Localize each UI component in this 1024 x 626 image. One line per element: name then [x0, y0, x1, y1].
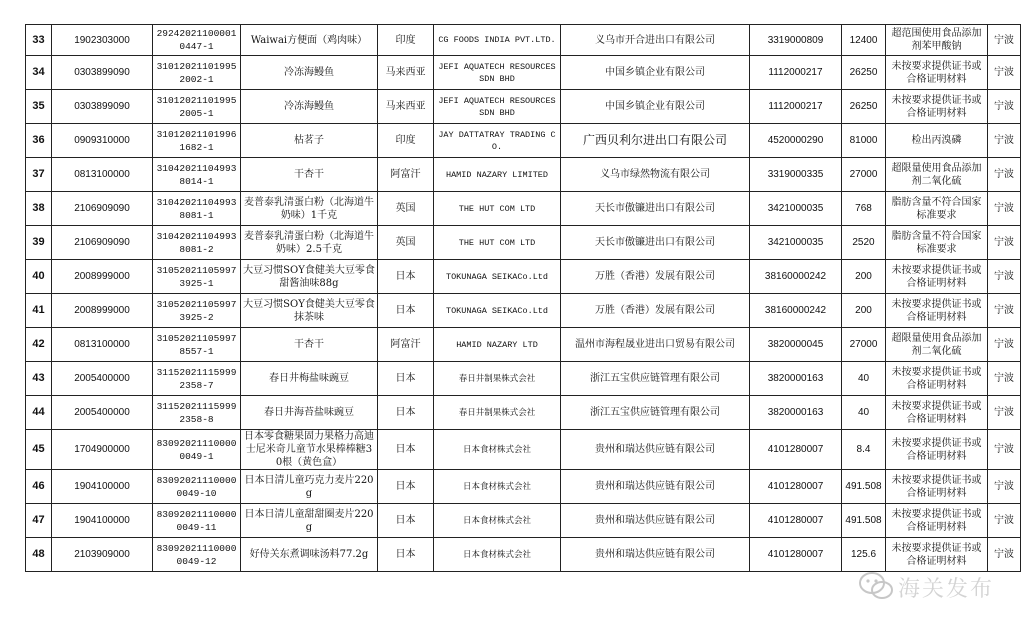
- port: 宁波: [988, 362, 1021, 396]
- manufacturer: JEFI AQUATECH RESOURCES SDN BHD: [434, 56, 561, 90]
- hs-code: 0909310000: [52, 124, 153, 158]
- certificate-number: 310520211059978557-1: [153, 328, 241, 362]
- manufacturer: 日本食材株式会社: [434, 504, 561, 538]
- hs-code: 1904100000: [52, 504, 153, 538]
- importer: 贵州和瑞达供应链有限公司: [561, 504, 750, 538]
- port: 宁波: [988, 25, 1021, 56]
- weight: 27000: [842, 328, 886, 362]
- origin-country: 马来西亚: [378, 90, 434, 124]
- origin-country: 英国: [378, 192, 434, 226]
- row-number: 38: [26, 192, 52, 226]
- importer: 中国乡镇企业有限公司: [561, 56, 750, 90]
- importer: 贵州和瑞达供应链有限公司: [561, 430, 750, 470]
- importer: 贵州和瑞达供应链有限公司: [561, 538, 750, 572]
- row-number: 40: [26, 260, 52, 294]
- importer-code: 3319000809: [750, 25, 842, 56]
- rejection-reason: 未按要求提供证书或合格证明材料: [886, 538, 988, 572]
- importer-code: 38160000242: [750, 294, 842, 328]
- importer: 贵州和瑞达供应链有限公司: [561, 470, 750, 504]
- manufacturer: 日本食材株式会社: [434, 538, 561, 572]
- hs-code: 1704900000: [52, 430, 153, 470]
- product-name: 冷冻海鳗鱼: [241, 56, 378, 90]
- certificate-number: 292420211000010447-1: [153, 25, 241, 56]
- product-name: 大豆习惯SOY食健美大豆零食抹茶味: [241, 294, 378, 328]
- importer-code: 3820000045: [750, 328, 842, 362]
- manufacturer: 日本食材株式会社: [434, 470, 561, 504]
- origin-country: 日本: [378, 294, 434, 328]
- manufacturer: TOKUNAGA SEIKACo.Ltd: [434, 294, 561, 328]
- certificate-number: 310420211049938081-1: [153, 192, 241, 226]
- table-row: [26, 362, 1021, 396]
- hs-code: 2008999000: [52, 294, 153, 328]
- weight: 200: [842, 260, 886, 294]
- manufacturer: CG FOODS INDIA PVT.LTD.: [434, 25, 561, 56]
- importer-code: 38160000242: [750, 260, 842, 294]
- product-name: 麦普泰乳清蛋白粉（北海道牛奶味）1千克: [241, 192, 378, 226]
- weight: 26250: [842, 90, 886, 124]
- origin-country: 日本: [378, 396, 434, 430]
- product-name: 春日井梅盐味豌豆: [241, 362, 378, 396]
- rejection-reason: 未按要求提供证书或合格证明材料: [886, 260, 988, 294]
- hs-code: 2103909000: [52, 538, 153, 572]
- certificate-number: 830920211100000049-1: [153, 430, 241, 470]
- manufacturer: JEFI AQUATECH RESOURCES SDN BHD: [434, 90, 561, 124]
- origin-country: 印度: [378, 25, 434, 56]
- manufacturer: THE HUT COM LTD: [434, 226, 561, 260]
- hs-code: 0303899090: [52, 90, 153, 124]
- rejection-reason: 未按要求提供证书或合格证明材料: [886, 430, 988, 470]
- table-row: [26, 328, 1021, 362]
- port: 宁波: [988, 56, 1021, 90]
- watermark-text: 海关发布: [898, 577, 995, 602]
- product-name: 冷冻海鳗鱼: [241, 90, 378, 124]
- port: 宁波: [988, 260, 1021, 294]
- importer: 天长市傲镰进出口有限公司: [561, 192, 750, 226]
- row-number: 44: [26, 396, 52, 430]
- product-name: 大豆习惯SOY食健美大豆零食甜酱油味88g: [241, 260, 378, 294]
- rejection-reason: 未按要求提供证书或合格证明材料: [886, 90, 988, 124]
- product-name: 干杏干: [241, 328, 378, 362]
- origin-country: 日本: [378, 470, 434, 504]
- row-number: 37: [26, 158, 52, 192]
- importer: 义乌市开合进出口有限公司: [561, 25, 750, 56]
- weight: 8.4: [842, 430, 886, 470]
- table-row: [26, 90, 1021, 124]
- product-name: 日本日清儿童巧克力麦片220g: [241, 470, 378, 504]
- product-name: 日本零食糖果固力果格力高迪士尼米奇儿童节水果棒棒糖30根（黄色盒）: [241, 430, 378, 470]
- row-number: 41: [26, 294, 52, 328]
- certificate-number: 310520211059973925-2: [153, 294, 241, 328]
- weight: 200: [842, 294, 886, 328]
- port: 宁波: [988, 158, 1021, 192]
- importer-code: 4520000290: [750, 124, 842, 158]
- importer-code: 4101280007: [750, 538, 842, 572]
- table-row: [26, 124, 1021, 158]
- certificate-number: 830920211100000049-12: [153, 538, 241, 572]
- row-number: 43: [26, 362, 52, 396]
- port: 宁波: [988, 504, 1021, 538]
- origin-country: 日本: [378, 538, 434, 572]
- manufacturer: HAMID NAZARY LIMITED: [434, 158, 561, 192]
- port: 宁波: [988, 430, 1021, 470]
- hs-code: 0303899090: [52, 56, 153, 90]
- table-row: [26, 56, 1021, 90]
- table-row: [26, 396, 1021, 430]
- port: 宁波: [988, 396, 1021, 430]
- inspection-table: [25, 24, 1021, 572]
- importer-code: 3820000163: [750, 362, 842, 396]
- port: 宁波: [988, 90, 1021, 124]
- origin-country: 阿富汗: [378, 328, 434, 362]
- importer-code: 1112000217: [750, 56, 842, 90]
- hs-code: 2008999000: [52, 260, 153, 294]
- importer: 天长市傲镰进出口有限公司: [561, 226, 750, 260]
- certificate-number: 310120211019952002-1: [153, 56, 241, 90]
- origin-country: 日本: [378, 504, 434, 538]
- hs-code: 0813100000: [52, 158, 153, 192]
- row-number: 36: [26, 124, 52, 158]
- product-name: 麦普泰乳清蛋白粉（北海道牛奶味）2.5千克: [241, 226, 378, 260]
- hs-code: 2106909090: [52, 192, 153, 226]
- origin-country: 日本: [378, 362, 434, 396]
- row-number: 39: [26, 226, 52, 260]
- row-number: 45: [26, 430, 52, 470]
- table-row: [26, 25, 1021, 56]
- table-row: [26, 504, 1021, 538]
- certificate-number: 310520211059973925-1: [153, 260, 241, 294]
- row-number: 42: [26, 328, 52, 362]
- certificate-number: 310420211049938081-2: [153, 226, 241, 260]
- rejection-reason: 未按要求提供证书或合格证明材料: [886, 294, 988, 328]
- row-number: 34: [26, 56, 52, 90]
- table-row: [26, 430, 1021, 470]
- table-row: [26, 260, 1021, 294]
- certificate-number: 311520211159992358-7: [153, 362, 241, 396]
- row-number: 35: [26, 90, 52, 124]
- port: 宁波: [988, 328, 1021, 362]
- certificate-number: 310120211019961682-1: [153, 124, 241, 158]
- table-row: [26, 158, 1021, 192]
- certificate-number: 310420211049938014-1: [153, 158, 241, 192]
- row-number: 33: [26, 25, 52, 56]
- port: 宁波: [988, 470, 1021, 504]
- importer: 温州市海程晟业进出口贸易有限公司: [561, 328, 750, 362]
- hs-code: 2005400000: [52, 362, 153, 396]
- certificate-number: 830920211100000049-10: [153, 470, 241, 504]
- weight: 12400: [842, 25, 886, 56]
- importer-code: 3319000335: [750, 158, 842, 192]
- manufacturer: JAY DATTATRAY TRADING CO.: [434, 124, 561, 158]
- rejection-reason: 脂肪含量不符合国家标准要求: [886, 192, 988, 226]
- certificate-number: 830920211100000049-11: [153, 504, 241, 538]
- manufacturer: THE HUT COM LTD: [434, 192, 561, 226]
- importer-code: 1112000217: [750, 90, 842, 124]
- rejection-reason: 超限量使用食品添加剂二氧化硫: [886, 158, 988, 192]
- manufacturer: HAMID NAZARY LTD: [434, 328, 561, 362]
- manufacturer: 日本食材株式会社: [434, 430, 561, 470]
- product-name: 日本日清儿童甜甜圈麦片220g: [241, 504, 378, 538]
- wechat-icon: [858, 570, 894, 602]
- rejection-reason: 未按要求提供证书或合格证明材料: [886, 396, 988, 430]
- manufacturer: TOKUNAGA SEIKACo.Ltd: [434, 260, 561, 294]
- hs-code: 2005400000: [52, 396, 153, 430]
- origin-country: 日本: [378, 260, 434, 294]
- importer-code: 4101280007: [750, 504, 842, 538]
- hs-code: 1902303000: [52, 25, 153, 56]
- rejection-reason: 检出丙溴磷: [886, 124, 988, 158]
- importer: 万胜（香港）发展有限公司: [561, 260, 750, 294]
- port: 宁波: [988, 294, 1021, 328]
- importer: 中国乡镇企业有限公司: [561, 90, 750, 124]
- importer: 浙江五宝供应链管理有限公司: [561, 396, 750, 430]
- product-name: 干杏干: [241, 158, 378, 192]
- importer-code: 3421000035: [750, 226, 842, 260]
- rejection-reason: 脂肪含量不符合国家标准要求: [886, 226, 988, 260]
- weight: 125.6: [842, 538, 886, 572]
- rejection-reason: 未按要求提供证书或合格证明材料: [886, 362, 988, 396]
- port: 宁波: [988, 124, 1021, 158]
- manufacturer: 春日井制果株式会社: [434, 396, 561, 430]
- product-name: 春日井海苔盐味豌豆: [241, 396, 378, 430]
- origin-country: 阿富汗: [378, 158, 434, 192]
- origin-country: 马来西亚: [378, 56, 434, 90]
- port: 宁波: [988, 226, 1021, 260]
- rejection-reason: 未按要求提供证书或合格证明材料: [886, 470, 988, 504]
- row-number: 47: [26, 504, 52, 538]
- row-number: 46: [26, 470, 52, 504]
- importer-code: 4101280007: [750, 430, 842, 470]
- weight: 27000: [842, 158, 886, 192]
- table-row: [26, 294, 1021, 328]
- importer-code: 4101280007: [750, 470, 842, 504]
- weight: 491.508: [842, 504, 886, 538]
- manufacturer: 春日井制果株式会社: [434, 362, 561, 396]
- hs-code: 2106909090: [52, 226, 153, 260]
- certificate-number: 310120211019952005-1: [153, 90, 241, 124]
- hs-code: 0813100000: [52, 328, 153, 362]
- weight: 491.508: [842, 470, 886, 504]
- port: 宁波: [988, 192, 1021, 226]
- product-name: 好侍关东煮调味汤料77.2g: [241, 538, 378, 572]
- table-row: [26, 538, 1021, 572]
- weight: 40: [842, 396, 886, 430]
- table-row: [26, 192, 1021, 226]
- weight: 2520: [842, 226, 886, 260]
- table-row: [26, 470, 1021, 504]
- table-row: [26, 226, 1021, 260]
- origin-country: 英国: [378, 226, 434, 260]
- rejection-reason: 超限量使用食品添加剂二氧化硫: [886, 328, 988, 362]
- hs-code: 1904100000: [52, 470, 153, 504]
- importer-code: 3421000035: [750, 192, 842, 226]
- weight: 40: [842, 362, 886, 396]
- importer: 万胜（香港）发展有限公司: [561, 294, 750, 328]
- rejection-reason: 未按要求提供证书或合格证明材料: [886, 56, 988, 90]
- importer: 义乌市绿然物流有限公司: [561, 158, 750, 192]
- product-name: Waiwai方便面（鸡肉味）: [241, 25, 378, 56]
- origin-country: 印度: [378, 124, 434, 158]
- row-number: 48: [26, 538, 52, 572]
- weight: 26250: [842, 56, 886, 90]
- rejection-reason: 未按要求提供证书或合格证明材料: [886, 504, 988, 538]
- watermark: [858, 566, 998, 606]
- importer-code: 3820000163: [750, 396, 842, 430]
- rejection-reason: 超范围使用食品添加剂苯甲酸钠: [886, 25, 988, 56]
- certificate-number: 311520211159992358-8: [153, 396, 241, 430]
- importer: 浙江五宝供应链管理有限公司: [561, 362, 750, 396]
- origin-country: 日本: [378, 430, 434, 470]
- importer: 广西贝利尔进出口有限公司: [561, 124, 750, 158]
- port: 宁波: [988, 538, 1021, 572]
- product-name: 枯茗子: [241, 124, 378, 158]
- weight: 81000: [842, 124, 886, 158]
- weight: 768: [842, 192, 886, 226]
